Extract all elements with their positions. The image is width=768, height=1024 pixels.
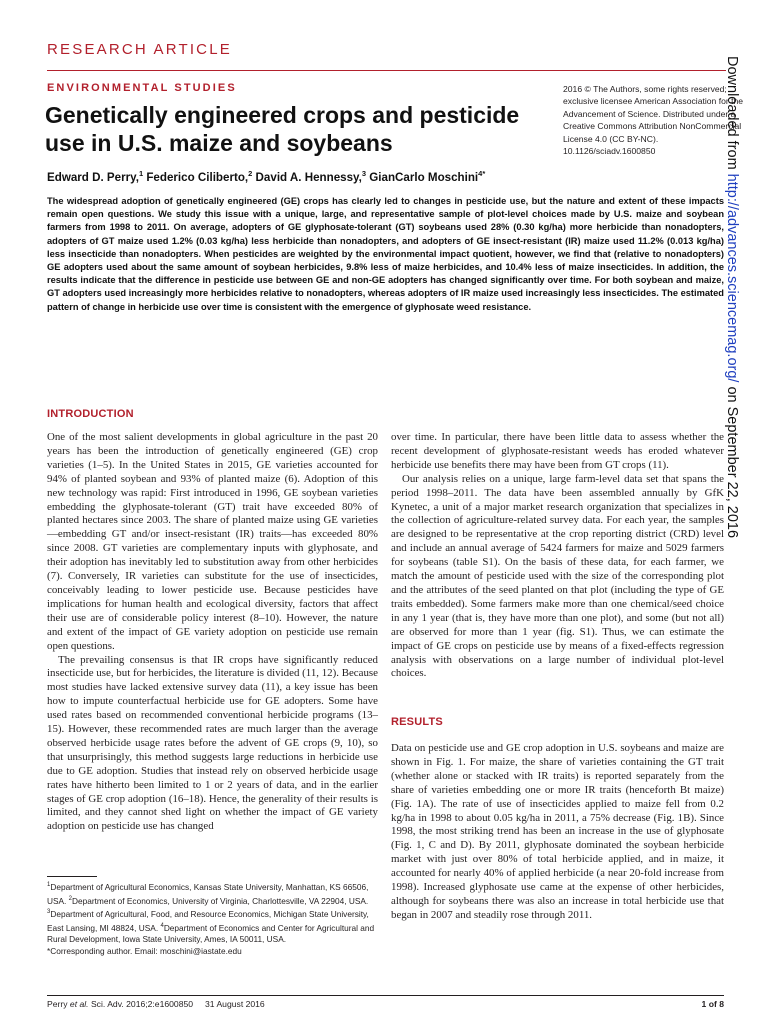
- affiliation-marker: 3: [361, 169, 367, 178]
- citation-footer: [47, 999, 265, 1009]
- download-text: Downloaded from: [724, 56, 740, 174]
- affiliation-marker: 4: [160, 922, 164, 929]
- affiliation-text: Department of Economics and Center for Agricultural and Rural Development, Iowa State University, Ames, IA 50011, USA.: [47, 922, 375, 945]
- affiliation-marker: 2: [248, 169, 253, 178]
- affiliation-text: Department of Economics, University of Virginia, Charlottesville, VA 22904, USA.: [72, 895, 369, 906]
- corresponding-author: *Corresponding author. Email: moschini@iastate.edu: [47, 946, 242, 957]
- affiliation-text: Department of Agricultural, Food, and Resource Economics, Michigan State University, East Lansing, MI 48824, USA.: [47, 908, 369, 933]
- corresponding-marker: *: [482, 169, 486, 178]
- paragraph: over time. In particular, there have been little data to assess whether the recent development of glyphosate-resistant weeds has eroded whatever herbicide use benefits there may have been from GT crops (11).: [391, 431, 724, 471]
- page-number: 1 of 8: [701, 999, 724, 1009]
- affiliation-marker: 1: [138, 169, 144, 178]
- author-list: [47, 169, 587, 184]
- affiliations-footnote: [47, 880, 378, 958]
- citation-journal: Sci. Adv. 2016;2:e1600850 31 August 2016: [88, 999, 265, 1009]
- download-watermark: [724, 56, 740, 538]
- citation-author: Perry: [47, 999, 70, 1009]
- introduction-heading: INTRODUCTION: [47, 408, 134, 420]
- article-title: Genetically engineered crops and pesticide use in U.S. maize and soybeans: [45, 102, 520, 156]
- paragraph: Our analysis relies on a unique, large farm-level data set that spans the period 1998–2011. The data have been assembled annually by GfK Kynetec, a unit of a major market research organization that specializes in the collection of agriculture-related survey data. For each year, the samples are designed to be representative at the crop reporting district (CRD) level and include an annual average of 5424 farmers for maize and 5029 farmers for soybeans (table S1). On the basis of these data, for each farmer, we match the amount of pesticide used with the size of the corresponding plot and the attributes of the seed planted on that plot (including the type of GE traits embedded). Some farmers make more than one chemical/seed choice in any 1 year (that is, they have more than one plot), and some (but not all) are observed for more than 1 year (fig. S1). Thus, we can estimate the impact of GE crops on pesticide use by means of a fixed-effects regression analysis with observations on a large number of individual plot-level choices.: [391, 472, 724, 680]
- affiliation-marker: 1: [47, 882, 51, 888]
- results-heading: RESULTS: [391, 716, 443, 728]
- abstract: The widespread adoption of genetically engineered (GE) crops has clearly led to changes in pesticide use, but the nature and extent of these impacts remain open questions. We study this issue with a unique, large, and representative sample of plot-level choices made by U.S. maize and soybean farmers from 1998 to 2011. On average, adopters of GE glyphosate-tolerant (GT) soybeans used 28% (0.30 kg/ha) more herbicide than nonadopters, adopters of GT maize used 1.2% (0.03 kg/ha) less herbicide than nonadopters, and adopters of GE insect-resistant (IR) maize used 11.2% (0.013 kg/ha) less insecticide than nonadopters. When pesticides are weighted by the environmental impact quotient, however, we find that (relative to nonadopters) GE adopters used about the same amount of soybean herbicides, 9.8% less of maize herbicides, and 10.4% less of maize insecticides. In addition, the results indicate that the difference in pesticide use between GE and non-GE adopters has changed significantly over time. For both soybean and maize, GT adopters used increasingly more herbicides relative to nonadopters, whereas adopters of IR maize used increasingly less insecticides. The estimated pattern of change in herbicide use over time is consistent with the emergence of glyphosate weed resistance.: [47, 196, 724, 312]
- article-type-label: RESEARCH ARTICLE: [47, 41, 232, 58]
- author-name[interactable]: GianCarlo Moschini: [369, 170, 479, 184]
- affiliation-marker: 2: [68, 895, 73, 902]
- section-label: ENVIRONMENTAL STUDIES: [47, 82, 237, 94]
- paragraph: The prevailing consensus is that IR crops have significantly reduced insecticide use, but for herbicides, the literature is divided (11, 12). Because most studies have lacked extensive survey data (11), a key issue has been how to impute counterfactual herbicide use for GE adopters. Some have used rates based on recommended conventional herbicide programs (13–15). However, these recommended rates are much larger than the average observed herbicide usage rates before the advent of GE crops (9, 10), so that unsurprisingly, this method suggests large reductions in herbicide use due to GE adoption. Studies that instead rely on observed herbicide usage rates have hitherto been limited to 1 or 2 years of data, and in the earlier stages of GE crop adoption (16–18). Hence, the generality of their results is limited, and they cannot shed light on whether the impact of GE variety adoption on pesticide use has changed: [47, 653, 378, 833]
- body-column-left: [47, 431, 378, 834]
- citation-etal: et al.: [69, 999, 89, 1009]
- site-link[interactable]: http://advances.sciencemag.org/: [724, 173, 740, 383]
- header-rule: [47, 70, 726, 71]
- author-name[interactable]: Federico Ciliberto,: [146, 170, 249, 184]
- paragraph: One of the most salient developments in global agriculture in the past 20 years has been the introduction of genetically engineered (GE) crop varieties (1–5). In the United States in 2015, GE varieties accounted for 94% of planted soybean and 93% of planted maize (6). Adoption of this new technology was rapid: First introduced in 1996, GE soybean varieties embedding the glyphosate-tolerant (GT) trait have exceeded 80% of planted hectares since 2003. The share of planted maize using GE varieties—embedding GT and/or insect-resistant (IR) traits—has exceeded 80% since 2008. GT varieties are complementary inputs with glyphosate, and their adoption has inevitably led to substitution away from other herbicides (7). Conversely, IR varieties can substitute for the use of insecticides, conceivably leading to lower pesticide use. Because pesticides have implications for human health and ecological diversity, factors that affect their use are of considerable policy interest (8–10). However, the nature and extent of the impact of GE variety adoption on pesticide use remain open questions.: [47, 431, 378, 652]
- author-name[interactable]: David A. Hennessy,: [255, 170, 362, 184]
- author-name[interactable]: Edward D. Perry,: [47, 170, 139, 184]
- body-column-right: [391, 431, 724, 681]
- results-column: [391, 742, 724, 923]
- affiliation-marker: 3: [47, 909, 51, 916]
- footer-rule: [47, 995, 724, 996]
- download-date: on September 22, 2016: [724, 382, 740, 539]
- footnote-rule: [47, 876, 97, 877]
- affiliation-marker: [478, 169, 485, 178]
- affiliation-number: 4: [478, 169, 483, 178]
- affiliations: [47, 880, 378, 946]
- paragraph: Data on pesticide use and GE crop adoption in U.S. soybeans and maize are shown in Fig. 1. For maize, the share of varieties containing the GT trait (whether alone or stacked with IR traits) is reported separately from the share of varieties embedding one or more IR traits (henceforth Bt maize) (Fig. 1A). The rate of use of insecticides applied to maize fell from 0.2 kg/ha in 1998 to about 0.05 kg/ha in 2011, a 75% decrease (Fig. 1B). Since 1998, the most striking trend has been an increase in the use of glyphosate (Fig. 1, C and D). By 2011, glyphosate dominated the soybean herbicide market with just over 80% of total herbicide applied, and in maize, it accounted for nearly 40% of applied herbicide (a near 20-fold increase from 1998). Increased glyphosate use came at the expense of other herbicides, although for soybeans there was also an increase in total herbicide use that began in 2007 and steadily rose through 2011.: [391, 742, 724, 921]
- affiliation-text: Department of Agricultural Economics, Kansas State University, Manhattan, KS 66506, USA.: [47, 881, 369, 906]
- copyright-notice: 2016 © The Authors, some rights reserved; exclusive licensee American Association for the Advancement of Science. Distributed under a Creative Commons Attribution NonCommercial License 4.0 (CC BY-NC). 10.1126/sciadv.1600850: [563, 84, 744, 157]
